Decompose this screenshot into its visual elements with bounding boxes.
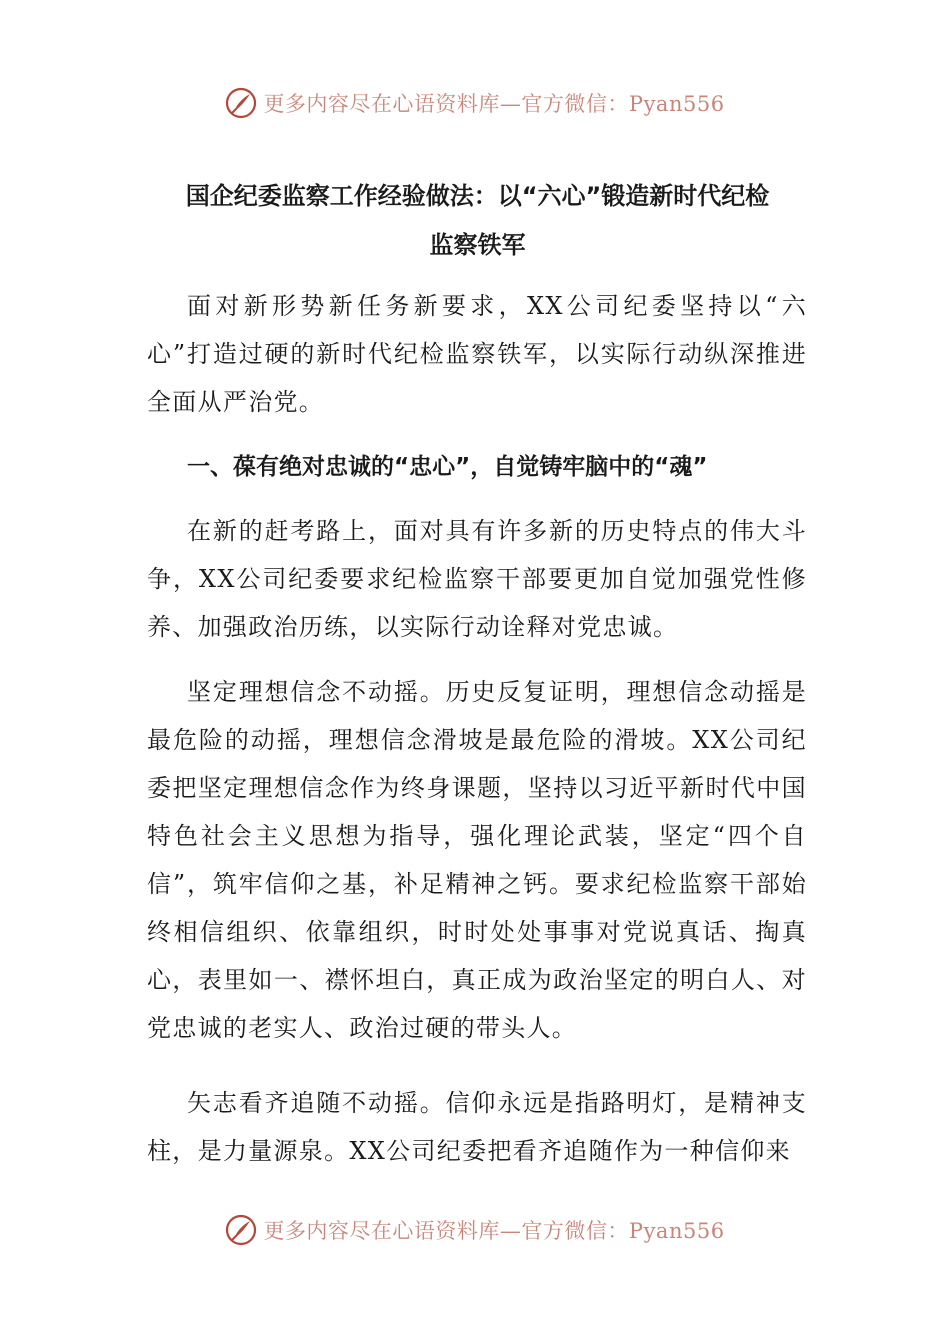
intro-paragraph: 面对新形势新任务新要求，XX公司纪委坚持以“六心”打造过硬的新时代纪检监察铁军，以实际行动纵深推进全面从严治党。 (147, 292, 807, 416)
document-title-line-2: 监察铁军 (429, 231, 526, 259)
watermark-banner-bottom (0, 1210, 950, 1250)
body-paragraph-2: 坚定理想信念不动摇。历史反复证明，理想信念动摇是最危险的动摇，理想信念滑坡是最危险的滑坡。XX公司纪委把坚定理想信念作为终身课题，坚持以习近平新时代中国特色社会主义思想为指导，强化理论武装，坚定“四个自信”，筑牢信仰之基，补足精神之钙。要求纪检监察干部始终相信组织、依靠组织，时时处处事事对党说真话、掏真心，表里如一、襟怀坦白，真正成为政治坚定的明白人、对党忠诚的老实人、政治过硬的带头人。 (147, 678, 807, 1042)
watermark-text: 更多内容尽在心语资料库—官方微信：Pyan556 (263, 1219, 725, 1243)
quill-pen-icon (225, 87, 257, 119)
body-paragraph-3: 矢志看齐追随不动摇。信仰永远是指路明灯，是精神支柱，是力量源泉。XX公司纪委把看齐追随作为一种信仰来 (147, 1089, 807, 1165)
document-title-line-1: 国企纪委监察工作经验做法：以“六心”锻造新时代纪检 (185, 182, 770, 210)
watermark-text: 更多内容尽在心语资料库—官方微信：Pyan556 (263, 92, 725, 116)
quill-pen-icon (225, 1214, 257, 1246)
body-paragraph-1: 在新的赶考路上，面对具有许多新的历史特点的伟大斗争，XX公司纪委要求纪检监察干部要更加自觉加强党性修养、加强政治历练，以实际行动诠释对党忠诚。 (147, 517, 807, 641)
watermark-banner-top (0, 83, 950, 123)
section-heading-1: 一、葆有绝对忠诚的“忠心”，自觉铸牢脑中的“魂” (187, 454, 708, 480)
